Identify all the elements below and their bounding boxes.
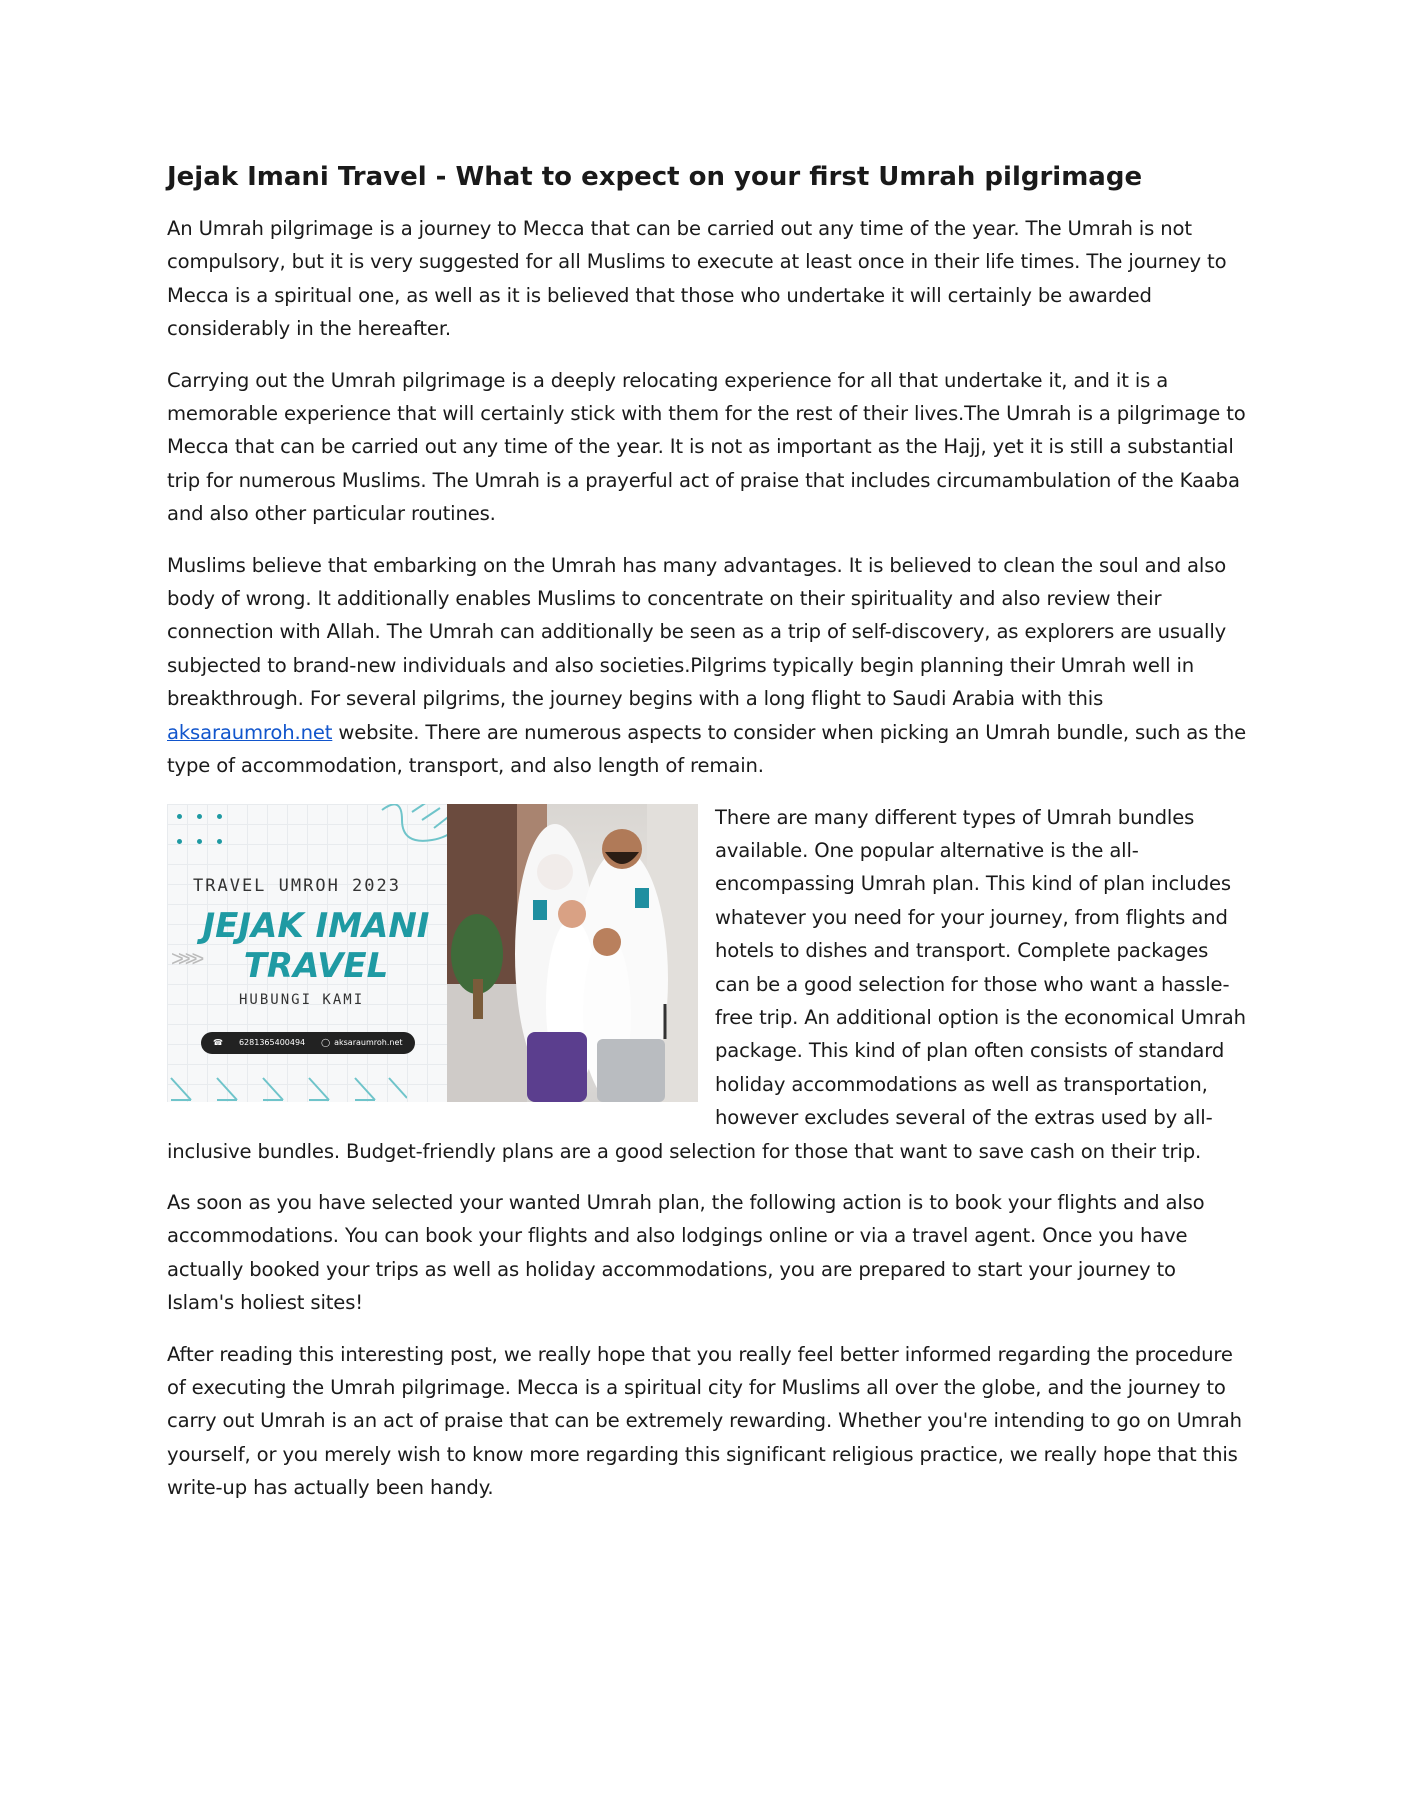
paragraph-3 (167, 549, 1247, 783)
slashes-decoration (167, 1072, 407, 1102)
globe-icon: ◯ (321, 1037, 331, 1047)
banner-brand-line1: JEJAK IMANI (202, 905, 430, 946)
article (167, 160, 1247, 1523)
paragraph-5: As soon as you have selected your wanted Umrah plan, the following action is to book your flights and also accommodations. You can book your flights and also lodgings online or via a travel agent. Once you have actually booked your trips as well as holiday accommodations, you are prepared to start your journey to Islam's holiest sites! (167, 1190, 1205, 1315)
paragraph-3-text-b: website. There are numerous aspects to consider when picking an Umrah bundle, such as the type of accommodation, transport, and also length of remain. (167, 720, 1246, 778)
banner-website: aksaraumroh.net (334, 1037, 403, 1047)
paragraph-3-text-a: Muslims believe that embarking on the Umrah has many advantages. It is believed to clean the soul and also body of wrong. It additionally enables Muslims to concentrate on their spirituality and also review their connection with Allah. The Umrah can additionally be seen as a trip of self-discovery, as explorers are usually subjected to brand-new individuals and also societies.Pilgrims typically begin planning their Umrah well in breakthrough. For several pilgrims, the journey begins with a long flight to Saudi Arabia with this (167, 553, 1227, 711)
phone-icon: ☎ (213, 1037, 223, 1047)
family-photo (447, 804, 698, 1102)
chevrons-decoration: >>>> (171, 945, 199, 971)
article-title: Jejak Imani Travel - What to expect on your first Umrah pilgrimage (167, 162, 1143, 192)
banner-photo-panel (447, 804, 698, 1102)
banner-contact-title: HUBUNGI KAMI (239, 991, 365, 1008)
banner-phone: 6281365400494 (238, 1037, 306, 1047)
paragraph-2: Carrying out the Umrah pilgrimage is a deeply relocating experience for all that undertake it, and it is a memorable experience that will certainly stick with them for the rest of their lives.The Umrah is a pilgrimage to Mecca that can be carried out any time of the year. It is not as important as the Hajj, yet it is still a substantial trip for numerous Muslims. The Umrah is a prayerful act of praise that includes circumambulation of the Kaaba and also other particular routines. (167, 368, 1246, 526)
banner-contact-pill (201, 1032, 415, 1054)
aksaraumroh-link[interactable]: aksaraumroh.net (167, 720, 333, 744)
banner-brand (191, 906, 441, 986)
banner-tagline: TRAVEL UMROH 2023 (193, 875, 401, 896)
banner-text-panel (167, 804, 447, 1102)
paragraph-4: There are many different types of Umrah bundles available. One popular alternative is the all-encompassing Umrah plan. This kind of plan includes whatever you need for your journey, from flights and hotels to dishes and transport. Complete packages can be a good selection for those who want a hassle-free trip. An additional option is the economical Umrah package. This kind of plan often consists of standard holiday accommodations as well as transportation, however excludes several of the extras used by all-inclusive bundles. Budget-friendly plans are a good selection for those that want to save cash on their trip. (167, 805, 1246, 1163)
paragraph-1: An Umrah pilgrimage is a journey to Mecca that can be carried out any time of the year. The Umrah is not compulsory, but it is very suggested for all Muslims to execute at least once in their life times. The journey to Mecca is a spiritual one, as well as it is believed that those who undertake it will certainly be awarded considerably in the hereafter. (167, 217, 1227, 341)
banner-brand-line2: TRAVEL (243, 945, 389, 986)
travel-banner-image (167, 804, 698, 1102)
paragraph-6: After reading this interesting post, we really hope that you really feel better informed regarding the procedure of executing the Umrah pilgrimage. Mecca is a spiritual city for Muslims all over the globe, and the journey to carry out Umrah is an act of praise that can be extremely rewarding. Whether you're intending to go on Umrah yourself, or you merely wish to know more regarding this significant religious practice, we really hope that this write-up has actually been handy. (167, 1342, 1242, 1500)
